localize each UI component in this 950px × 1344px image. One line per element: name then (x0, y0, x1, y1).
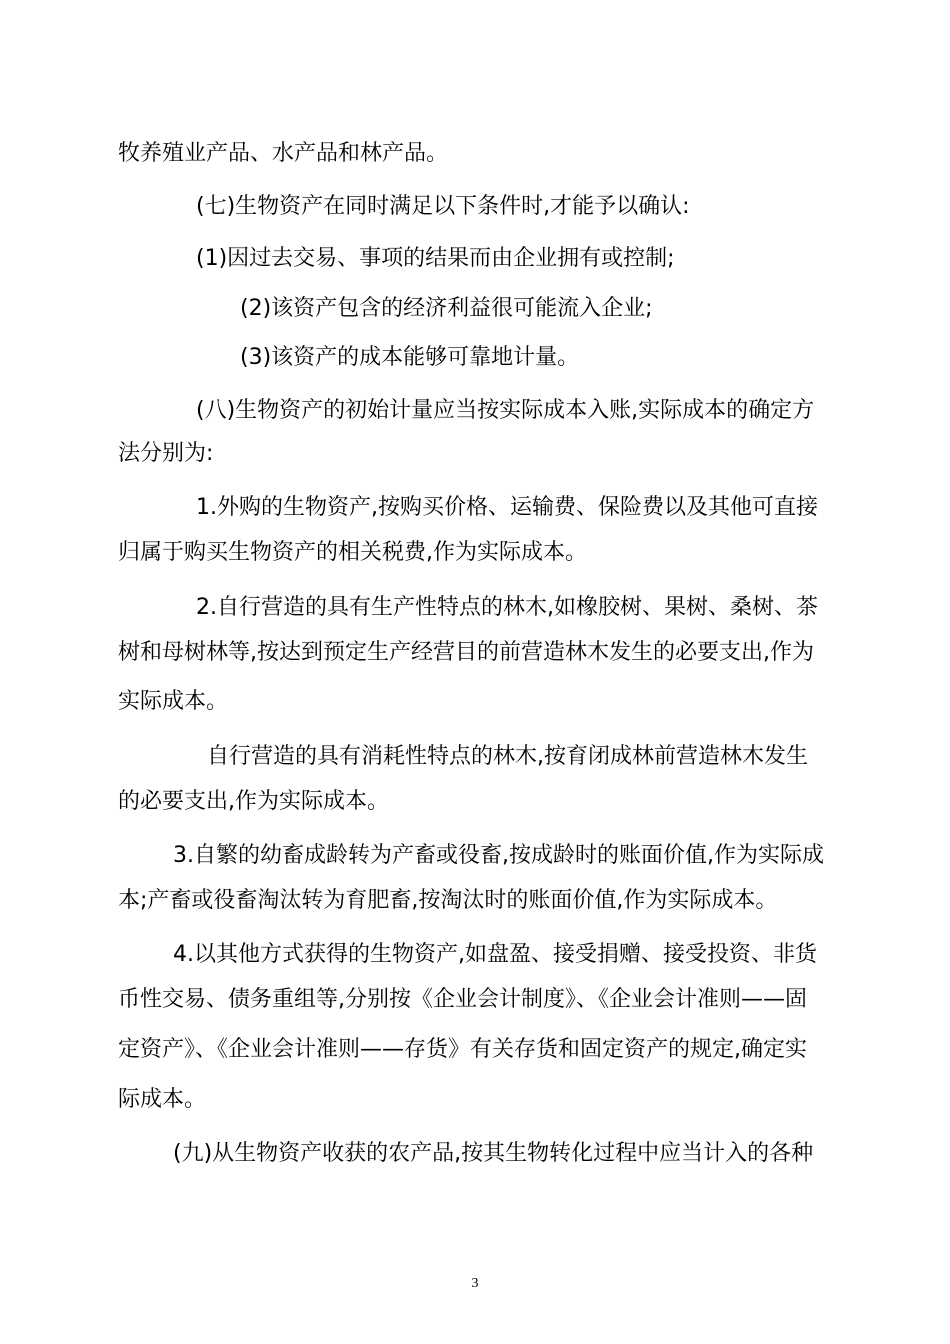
paragraph-line: (1)因过去交易、事项的结果而由企业拥有或控制; (196, 246, 675, 271)
paragraph-line: 归属于购买生物资产的相关税费,作为实际成本。 (118, 540, 587, 565)
paragraph-line: 2.自行营造的具有生产性特点的林木,如橡胶树、果树、桑树、茶 (196, 595, 818, 620)
paragraph-line: 法分别为: (118, 441, 214, 466)
paragraph-line: (3)该资产的成本能够可靠地计量。 (240, 345, 580, 370)
paragraph-line: 定资产》、《企业会计准则——存货》有关存货和固定资产的规定,确定实 (118, 1037, 807, 1062)
paragraph-line: 1.外购的生物资产,按购买价格、运输费、保险费以及其他可直接 (196, 495, 818, 520)
paragraph-line: 实际成本。 (118, 689, 229, 714)
paragraph-line: 树和母树林等,按达到预定生产经营目的前营造林木发生的必要支出,作为 (118, 640, 814, 665)
paragraph-line: 币性交易、债务重组等,分别按《企业会计制度》、《企业会计准则——固 (118, 987, 807, 1012)
paragraph-line: (八)生物资产的初始计量应当按实际成本入账,实际成本的确定方 (196, 398, 815, 423)
paragraph-line: (2)该资产包含的经济利益很可能流入企业; (240, 296, 653, 321)
paragraph-line: 4.以其他方式获得的生物资产,如盘盈、接受捐赠、接受投资、非货 (173, 942, 817, 967)
paragraph-line: (九)从生物资产收获的农产品,按其生物转化过程中应当计入的各种 (173, 1141, 814, 1166)
paragraph-line: (七)生物资产在同时满足以下条件时,才能予以确认: (196, 194, 690, 219)
paragraph-line: 的必要支出,作为实际成本。 (118, 789, 389, 814)
paragraph-line: 自行营造的具有消耗性特点的林木,按育闭成林前营造林木发生 (207, 744, 808, 769)
paragraph-line: 牧养殖业产品、水产品和林产品。 (118, 141, 449, 166)
paragraph-line: 本;产畜或役畜淘汰转为育肥畜,按淘汰时的账面价值,作为实际成本。 (118, 888, 778, 913)
paragraph-line: 际成本。 (118, 1087, 207, 1112)
paragraph-line: 3.自繁的幼畜成龄转为产畜或役畜,按成龄时的账面价值,作为实际成 (173, 843, 824, 868)
page-number: 3 (471, 1276, 479, 1291)
